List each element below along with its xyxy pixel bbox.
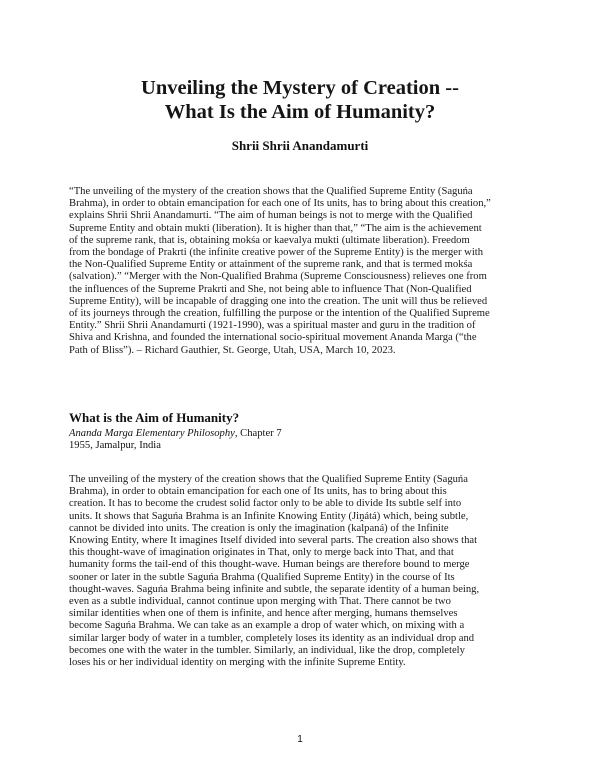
body-line: become Saguńa Brahma. We can take as an example a drop of water which, on mixing with a: [69, 620, 465, 632]
body-line: humanity forms the tail-end of this thought-wave. Human beings are therefore bound to merge: [69, 559, 470, 571]
source-book-line: [69, 428, 282, 440]
body-line: Knowing Entity, where It imagines Itself divided into several parts. The creation also shows that: [69, 535, 478, 547]
body-line: sooner or later in the subtle Saguńa Brahma (Qualified Supreme Entity) in the course of Its: [69, 571, 455, 583]
source-citation: [69, 428, 282, 452]
intro-line: “The unveiling of the mystery of the creation shows that the Qualified Supreme Entity (Saguńa: [69, 186, 473, 197]
body-line: even as a subtle individual, cannot continue upon merging with That. There cannot be two: [69, 596, 451, 608]
body-line: this thought-wave of imagination originates in That, only to merge back into That, and that: [69, 547, 454, 559]
intro-line: (salvation).” “Merger with the Non-Qualified Brahma (Supreme Consciousness) relieves one from: [69, 271, 487, 283]
body-paragraph: [69, 474, 549, 669]
intro-line: of the supreme rank, that is, obtaining mokśa or kaevalya mukti (ultimate liberation). Freedom: [69, 234, 470, 246]
page-title: [60, 76, 540, 124]
body-line: similar larger body of water in a tumbler, completely loses its identity as an individual drop and: [69, 632, 475, 644]
author-name: Shrii Shrii Anandamurti: [231, 138, 369, 153]
page-number: 1: [297, 734, 303, 745]
body-line: similar identities when one of them is infinite, and hence after merging, humans themselves: [69, 608, 458, 620]
section-heading: What is the Aim of Humanity?: [69, 410, 240, 425]
intro-line: from the bondage of Prakrti (the infinite creative power of the Supreme Entity) is the merger with: [69, 247, 484, 259]
intro-line: Supreme Entity), will be incapable of dragging one into the creation. The unit will thus be relieved: [69, 295, 488, 307]
source-date-place: 1955, Jamalpur, India: [69, 440, 161, 452]
intro-line: Entity.” Shrii Shrii Anandamurti (1921-1990), was a spiritual master and guru in the tradition of: [69, 320, 476, 332]
body-line: The unveiling of the mystery of the creation shows that the Qualified Supreme Entity (Saguńa: [69, 474, 468, 485]
intro-line: Brahma), in order to obtain emancipation for each one of Its units, has to bring about this creation,”: [69, 198, 491, 210]
body-line: units. It shows that Saguńa Brahma is an Infinite Knowing Entity (Jiṋátá) which, being subtle,: [69, 510, 469, 522]
intro-line: Shiva and Krishna, and founded the international socio-spiritual movement Ananda Marga (“the: [69, 332, 477, 344]
intro-line: the influences of the Supreme Prakrti and She, not being able to influence That (Non-Qualified: [69, 283, 472, 295]
intro-line: of its journeys through the creation, fulfilling the purpose or the intention of the Qualified Supreme: [69, 308, 490, 320]
body-line: loses his or her individual identity on merging with the infinite Supreme Entity.: [69, 657, 406, 669]
body-line: becomes one with the water in the tumbler. Similarly, an individual, like the drop, completely: [69, 644, 465, 656]
body-line: cannot be divided into units. The creation is only the imagination (kalpaná) of the Infinite: [69, 522, 449, 534]
intro-line: explains Shrii Shrii Anandamurti. “The aim of human beings is not to merge with the Qualified: [69, 210, 473, 222]
source-book-title: Ananda Marga Elementary Philosophy: [69, 428, 235, 439]
source-chapter: , Chapter 7: [234, 428, 282, 439]
body-line: Brahma), in order to obtain emancipation for each one of Its units, has to bring about this: [69, 486, 447, 498]
intro-line: Path of Bliss”). – Richard Gauthier, St. George, Utah, USA, March 10, 2023.: [69, 344, 396, 356]
body-line: thought-waves. Saguńa Brahma being infinite and subtle, the separate identity of a human being,: [69, 583, 480, 595]
title-line-2: What Is the Aim of Humanity?: [164, 101, 436, 123]
intro-line: the Non-Qualified Supreme Entity or attainment of the supreme rank, and that is termed mokśa: [69, 259, 473, 271]
body-line: creation. It has to become the crudest solid factor only to be able to divide Its subtle self into: [69, 498, 462, 510]
intro-paragraph: [69, 186, 549, 357]
intro-line: Supreme Entity and obtain mukti (liberation). It is higher than that,” “The aim is the achievement: [69, 222, 482, 234]
title-line-1: Unveiling the Mystery of Creation --: [141, 77, 459, 99]
